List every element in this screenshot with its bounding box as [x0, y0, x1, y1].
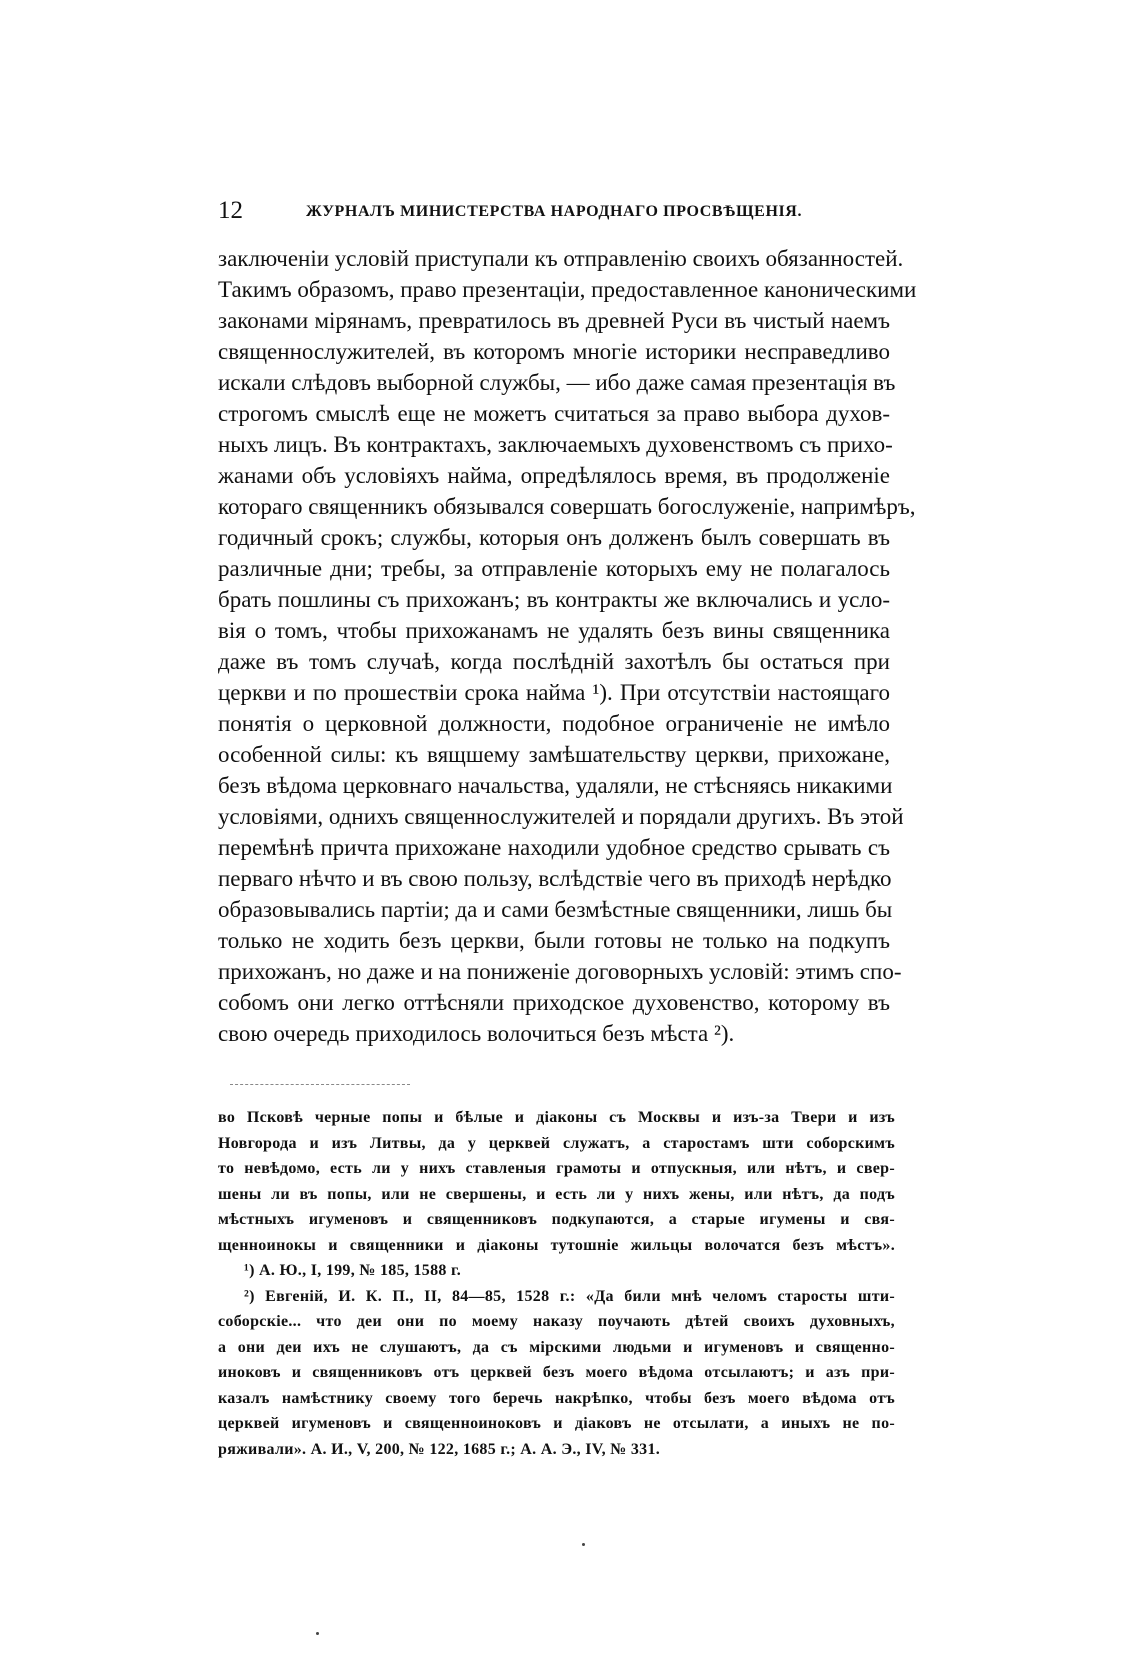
page-number: 12	[218, 197, 243, 224]
text-line: Такимъ образомъ, право презентаціи, предоставленное каноническими	[218, 277, 917, 302]
text-line: различные дни; требы, за отправленіе которыхъ ему не полагалось	[218, 556, 890, 581]
text-line: строгомъ смыслѣ еще не можетъ считаться за право выбора духов-	[218, 401, 890, 426]
footnote-line: ряживали». А. И., V, 200, № 122, 1685 г.; А. А. Э., IV, № 331.	[218, 1440, 661, 1458]
text-line: искали слѣдовъ выборной службы, — ибо даже самая презентація въ	[218, 370, 896, 395]
footnote-line: казалъ намѣстнику своему того беречь накрѣпко, чтобы безъ моего вѣдома отъ	[218, 1389, 895, 1407]
footnotes-block	[218, 1105, 895, 1462]
text-line: перваго нѣчто и въ свою пользу, вслѣдствіе чего въ приходѣ нерѣдко	[218, 866, 892, 891]
footnote-2: ²) Евгеній, И. К. П., II, 84—85, 1528 г.: «Да били мнѣ челомъ старосты шти-	[244, 1287, 895, 1305]
footnote-line: во Псковѣ черные попы и бѣлые и діаконы съ Москвы и изъ-за Твери и изъ	[218, 1109, 895, 1126]
text-line: вія о томъ, чтобы прихожанамъ не удалять безъ вины священника	[218, 618, 890, 643]
running-title: ЖУРНАЛЪ МИНИСТЕРСТВА НАРОДНАГО ПРОСВѢЩЕНІЯ.	[306, 203, 803, 220]
text-line: понятія о церковной должности, подобное ограниченіе не имѣло	[218, 711, 890, 736]
text-line: безъ вѣдома церковнаго начальства, удаляли, не стѣсняясь никакими	[218, 773, 893, 798]
text-line: перемѣнѣ причта прихожане находили удобное средство срывать съ	[218, 835, 890, 860]
scan-speck	[582, 1543, 585, 1546]
footnote-line: мѣстныхъ игуменовъ и священниковъ подкупаются, а старые игумены и свя-	[218, 1211, 895, 1228]
text-line: котораго священникъ обязывался совершать богослуженіе, напримѣръ,	[218, 494, 916, 519]
text-line: особенной силы: къ вящшему замѣшательству церкви, прихожане,	[218, 742, 890, 767]
footnote-line: соборскіе... что деи они по моему наказу поучають дѣтей своихъ духовныхъ,	[218, 1313, 895, 1330]
footnote-line: церквей игуменовъ и священноиноковъ и діаковъ не отсылати, а иныхъ не по-	[218, 1415, 895, 1432]
footnote-separator	[230, 1084, 410, 1085]
text-line: жанами объ условіяхъ найма, опредѣлялось время, въ продолженіе	[218, 463, 890, 488]
text-line: законами мірянамъ, превратилось въ древней Руси въ чистый наемъ	[218, 308, 890, 333]
text-line: свою очередь приходилось волочиться безъ мѣста ²).	[218, 1021, 735, 1046]
page-header	[218, 196, 898, 230]
main-text-block	[218, 243, 917, 1049]
text-line: даже въ томъ случаѣ, когда послѣдній захотѣлъ бы остаться при	[218, 649, 890, 674]
text-line: прихожанъ, но даже и на пониженіе договорныхъ условій: этимъ спо-	[218, 959, 902, 984]
footnote-line: а они деи ихъ не слушаютъ, да съ мірскими людьми и игуменовъ и священно-	[218, 1338, 895, 1356]
text-line: собомъ они легко оттѣсняли приходское духовенство, которому въ	[218, 990, 890, 1015]
footnote-line: Новгорода и изъ Литвы, да у церквей служатъ, а старостамъ шти соборскимъ	[218, 1134, 895, 1152]
footnote-line: то невѣдомо, есть ли у нихъ ставленыя грамоты и отпускныя, или нѣтъ, и свер-	[218, 1160, 895, 1177]
scan-speck	[316, 1632, 319, 1635]
footnote-line: щенноинокы и священники и діаконы тутошніе жильцы волочатся безъ мѣстъ».	[218, 1236, 895, 1254]
text-line: ныхъ лицъ. Въ контрактахъ, заключаемыхъ духовенствомъ съ прихо-	[218, 432, 893, 457]
footnote-line: иноковъ и священниковъ отъ церквей безъ моего вѣдома отсылаютъ; и азъ при-	[218, 1364, 895, 1381]
text-line: образовывались партіи; да и сами безмѣстные священники, лишь бы	[218, 897, 893, 922]
text-line: церкви и по прошествіи срока найма ¹). При отсутствіи настоящаго	[218, 680, 890, 705]
text-line: условіями, однихъ священнослужителей и порядали другихъ. Въ этой	[218, 804, 904, 829]
footnote-line: шены ли въ попы, или не свершены, и есть ли у нихъ жены, или нѣтъ, да подъ	[218, 1185, 895, 1203]
text-line: брать пошлины съ прихожанъ; въ контракты же включались и усло-	[218, 587, 890, 612]
text-line: священнослужителей, въ которомъ многіе историки несправедливо	[218, 339, 890, 364]
footnote-1: ¹) А. Ю., I, 199, № 185, 1588 г.	[244, 1262, 462, 1279]
text-line: только не ходить безъ церкви, были готовы не только на подкупъ	[218, 928, 890, 953]
text-line: заключеніи условій приступали къ отправленію своихъ обязанностей.	[218, 246, 904, 271]
text-line: годичный срокъ; службы, которыя онъ долженъ былъ совершать въ	[218, 525, 890, 550]
